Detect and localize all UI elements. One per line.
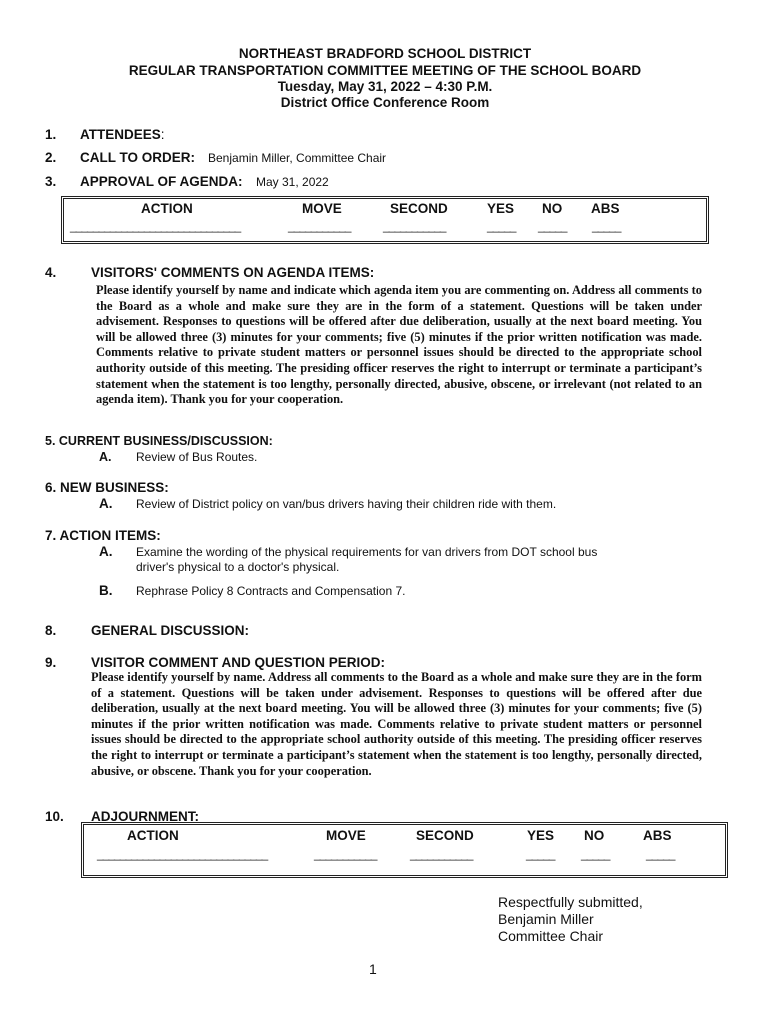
col-abs-2: ABS (643, 828, 672, 843)
item-7-heading: 7. ACTION ITEMS: (45, 528, 161, 543)
signature-block (498, 894, 643, 945)
item-2-number: 2. (45, 150, 57, 165)
item-9-number: 9. (45, 655, 57, 670)
col-second: SECOND (390, 201, 448, 216)
item-9-heading: VISITOR COMMENT AND QUESTION PERIOD: (91, 655, 386, 670)
item-5a-label: A. (99, 450, 112, 464)
item-10-number: 10. (45, 809, 64, 824)
col-second-2: SECOND (416, 828, 474, 843)
col-move: MOVE (302, 201, 342, 216)
blank-action-2: ______________________________ (97, 847, 268, 861)
meeting-title: REGULAR TRANSPORTATION COMMITTEE MEETING OF THE SCHOOL BOARD (128, 63, 642, 78)
district-title: NORTHEAST BRADFORD SCHOOL DISTRICT (238, 46, 532, 61)
item-10-heading: ADJOURNMENT: (91, 809, 199, 824)
item-8-heading: GENERAL DISCUSSION: (91, 623, 250, 638)
meeting-location: District Office Conference Room (280, 95, 490, 110)
item-7a-text-1: Examine the wording of the physical requirements for van drivers from DOT school bus (136, 545, 598, 559)
signature-name: Benjamin Miller (498, 911, 594, 927)
blank-abs-2: _____ (646, 847, 675, 861)
item-6a-text: Review of District policy on van/bus drivers having their children ride with them. (136, 497, 557, 511)
blank-no: _____ (538, 219, 567, 233)
blank-no-2: _____ (581, 847, 610, 861)
col-no-2: NO (584, 828, 605, 843)
item-5a-text: Review of Bus Routes. (136, 450, 258, 464)
item-1-number: 1. (45, 127, 57, 142)
blank-second: ___________ (383, 219, 446, 233)
blank-second-2: ___________ (410, 847, 473, 861)
item-2-text: Benjamin Miller, Committee Chair (208, 151, 387, 165)
blank-action: ______________________________ (70, 219, 241, 233)
meeting-date: Tuesday, May 31, 2022 – 4:30 P.M. (277, 79, 493, 94)
col-action: ACTION (141, 201, 193, 216)
blank-yes-2: _____ (526, 847, 555, 861)
item-4-number: 4. (45, 265, 57, 280)
item-8-number: 8. (45, 623, 57, 638)
signature-title: Committee Chair (498, 928, 604, 944)
item-3-heading: APPROVAL OF AGENDA: (80, 174, 243, 189)
item-4-body: Please identify yourself by name and indicate which agenda item you are commenting on. Address all comments to the Board as a whole and make sure they are in the form of a statement. Questions will be taken under advisement. Responses to questions will be offered after due deliberation, usually at the next board meeting. You will be allowed three (3) minutes for your comments; five (5) minutes if the prior written notification was made. Comments relative to private student matters or personnel issues should be directed to the appropriate school authority outside of this meeting. The presiding officer reserves the right to interrupt or terminate a participant’s statement when the statement is too lengthy, personally directed, abusive, obscene, or irrelevant (not related to an agenda item). Thank you for your cooperation. (96, 283, 702, 407)
item-7b-text: Rephrase Policy 8 Contracts and Compensation 7. (136, 584, 406, 598)
blank-abs: _____ (592, 219, 621, 233)
col-move-2: MOVE (326, 828, 366, 843)
page-number: 1 (369, 961, 377, 977)
item-9-body: Please identify yourself by name. Address all comments to the Board as a whole and make sure they are in the form of a statement. Questions will be taken under advisement. Responses to questions will be offered after due deliberation, usually at the next board meeting. You will be allowed three (3) minutes for your comments; five (5) minutes if the prior written notification was made. Comments relative to private student matters or personnel issues should be directed to the appropriate school authority outside of this meeting. The presiding officer reserves the right to interrupt or terminate a participant’s statement when the statement is too lengthy, personally directed, abusive, or obscene. Thank you for your cooperation. (91, 670, 702, 778)
item-5-heading: 5. CURRENT BUSINESS/DISCUSSION: (45, 434, 273, 448)
item-2-heading: CALL TO ORDER: (80, 150, 196, 165)
col-abs: ABS (591, 201, 620, 216)
col-yes-2: YES (527, 828, 555, 843)
item-3-text: May 31, 2022 (256, 175, 329, 189)
col-yes: YES (487, 201, 515, 216)
col-no: NO (542, 201, 563, 216)
item-7a-text-2: driver's physical to a doctor's physical. (136, 560, 340, 574)
blank-yes: _____ (487, 219, 516, 233)
item-1-heading: ATTENDEES: (80, 127, 165, 142)
item-4-heading: VISITORS' COMMENTS ON AGENDA ITEMS: (91, 265, 375, 280)
item-7b-label: B. (99, 583, 113, 598)
blank-move: ___________ (288, 219, 351, 233)
item-3-number: 3. (45, 174, 57, 189)
signature-line-1: Respectfully submitted, (498, 894, 643, 910)
blank-move-2: ___________ (314, 847, 377, 861)
item-6a-label: A. (99, 496, 113, 511)
item-6-heading: 6. NEW BUSINESS: (45, 480, 169, 495)
item-7a-label: A. (99, 544, 113, 559)
col-action-2: ACTION (127, 828, 179, 843)
